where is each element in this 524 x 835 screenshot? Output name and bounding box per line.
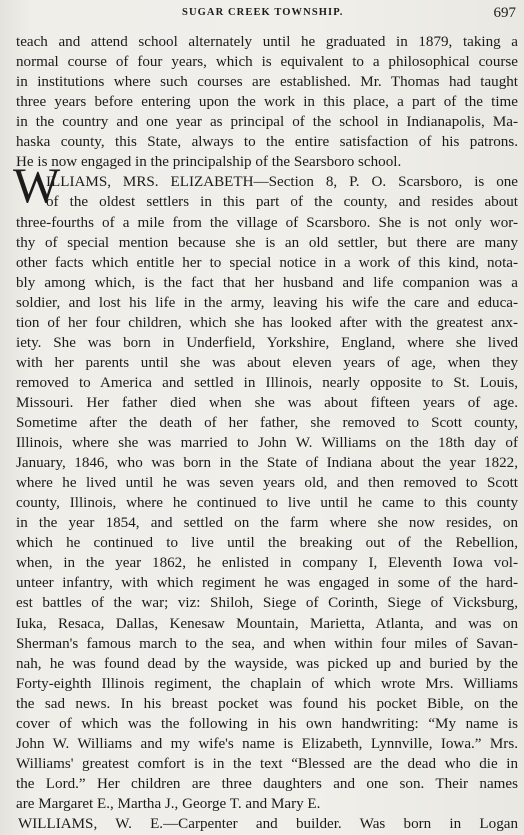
text-line: cover of which was the following in his own handwriting: “My name is [16,715,518,732]
text-line: Missouri. Her father died when she was about fifteen years of age. [16,394,518,411]
text-line: Iuka, Resaca, Dallas, Kenesaw Mountain, Marietta, Atlanta, and was on [16,615,518,632]
text-line: haska county, this State, always to the entire satisfaction of his patrons. [16,134,518,151]
text-line: Illinois, where she was married to John W. Williams on the 18th day of [16,435,518,451]
text-line: Forty-eighth Illinois regiment, the chaplain of which wrote Mrs. Williams [16,675,518,692]
text-line: of the oldest settlers in this part of the county, and resides about [46,194,518,211]
text-line: three years before entering upon the work in this place, a part of the time [16,94,518,111]
text-line: bly among which, is the fact that her husband and life companion was a [16,274,518,291]
text-line: normal course of four years, which is equivalent to a philosophical course [16,54,518,71]
text-line: other facts which entitle her to special notice in a work of this kind, nota- [16,254,518,271]
text-line: John W. Williams and my wife's name is Elizabeth, Lynnville, Iowa.” Mrs. [16,735,518,752]
text-line: He is now engaged in the principalship of the Searsboro school. [16,154,402,171]
text-line: in the country and one year as principal of the school in Indianapolis, Ma- [16,114,518,131]
text-line: the Lord.” Her children are three daughters and one son. Their names [16,775,518,792]
text-line: nah, he was found dead by the wayside, was picked up and buried by the [16,655,518,672]
text-line: which he continued to live until the breaking out of the Rebellion, [16,535,518,552]
text-line: iety. She was born in Underfield, Yorkshire, England, where she lived [16,334,518,351]
text-line: Williams' greatest comfort is in the text “Blessed are the dead who die in [16,755,518,772]
text-line: thy of special mention because she is an old settler, but there are many [16,234,518,251]
drop-cap: W [13,157,58,214]
text-line: removed to America and settled in Illinois, nearly opposite to St. Louis, [16,374,518,391]
text-line: Sometime after the death of her father, she removed to Scott county, [16,415,518,431]
text-line: with her parents until she was about eleven years of age, when they [16,354,518,371]
text-line: tion of her four children, which she has looked after with the greatest anx- [16,314,518,331]
text-line: in the year 1854, and settled on the farm where she now resides, on [16,515,518,532]
text-line: soldier, and lost his life in the army, leaving his wife the care and educa- [16,294,518,311]
text-line: unteer infantry, with which regiment he was engaged in some of the hard- [16,575,518,592]
text-line: three-fourths of a mile from the village of Scarsboro. She is not only wor- [16,214,518,231]
text-line: in institutions where such courses are established. Mr. Thomas had taught [16,74,518,91]
text-line: teach and attend school alternately until he graduated in 1879, taking a [16,34,518,50]
text-line: Sherman's famous march to the sea, and when within four miles of Savan- [16,635,518,652]
text-line: where he lived until he was seven years old, and then removed to Scott [16,475,518,492]
page-number: 697 [493,5,516,21]
text-line: ILLIAMS, MRS. ELIZABETH—Section 8, P. O. Scarsboro, is one [46,174,518,191]
text-line: when, in the year 1862, he enlisted in company I, Eleventh Iowa vol- [16,555,518,572]
text-line: January, 1846, who was born in the State of Indiana about the year 1822, [16,455,518,472]
text-line: est battles of the war; viz: Shiloh, Siege of Corinth, Siege of Vicksburg, [16,595,518,612]
text-line: the sad news. In his breast pocket was found his pocket Bible, on the [16,695,518,712]
running-title: SUGAR CREEK TOWNSHIP. [182,7,344,18]
text-line: are Margaret E., Martha J., George T. and Mary E. [16,795,321,812]
running-header [0,6,524,24]
text-line: county, Illinois, where he continued to live until he came to this county [16,495,518,512]
text-line: WILLIAMS, W. E.—Carpenter and builder. Was born in Logan [18,816,518,832]
